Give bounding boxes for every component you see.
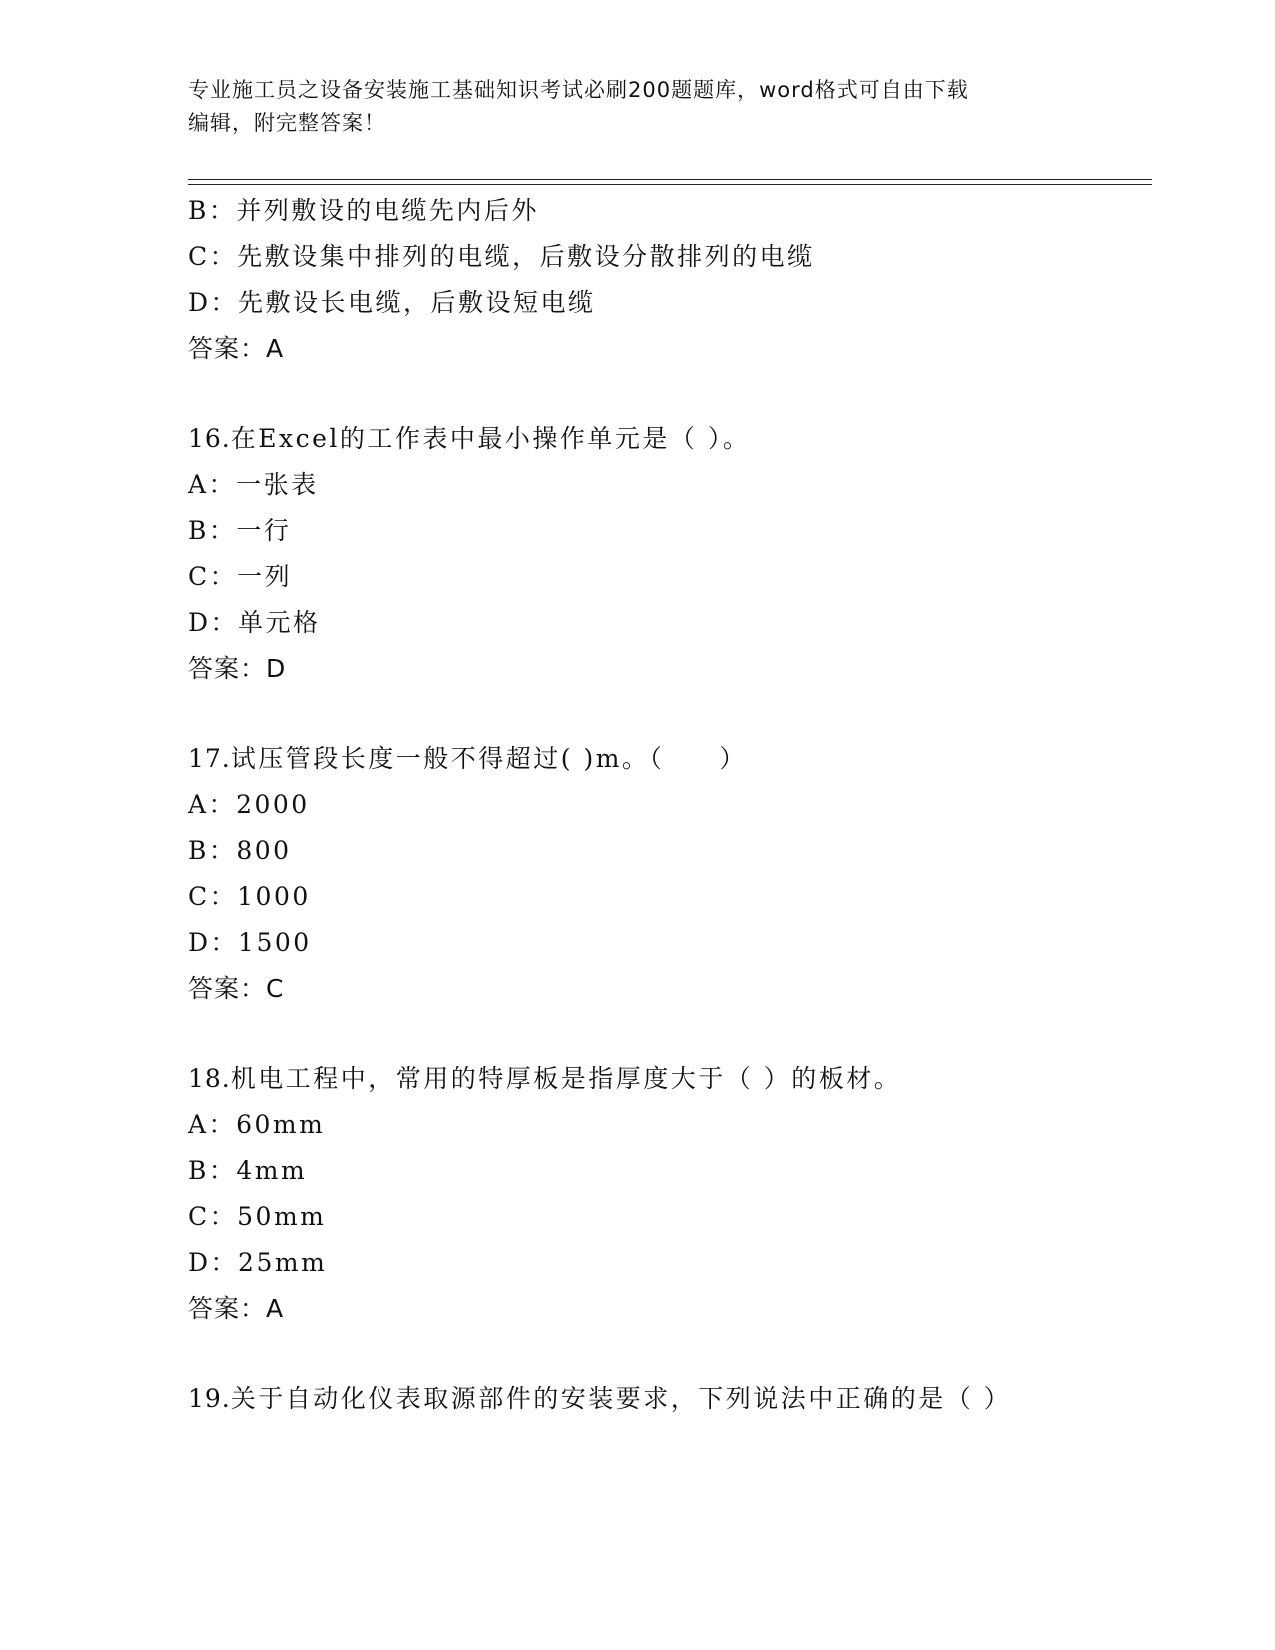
option-a: A：2000 bbox=[188, 790, 310, 819]
option-c: C：1000 bbox=[188, 882, 311, 911]
header-line-2: 编辑，附完整答案！ bbox=[188, 111, 386, 135]
document-header bbox=[188, 74, 1088, 140]
option-c: C：一列 bbox=[188, 562, 293, 591]
option-d: D：先敷设长电缆，后敷设短电缆 bbox=[188, 288, 596, 317]
option-b: B：并列敷设的电缆先内后外 bbox=[188, 196, 539, 225]
question-list bbox=[188, 188, 1148, 1422]
question-stem: 19.关于自动化仪表取源部件的安装要求，下列说法中正确的是（ ） bbox=[188, 1384, 1012, 1413]
question-17 bbox=[188, 736, 1148, 1012]
question-15-continued bbox=[188, 188, 1148, 372]
option-a: A：60mm bbox=[188, 1110, 326, 1139]
header-divider-bottom bbox=[188, 184, 1152, 185]
option-d: D：单元格 bbox=[188, 608, 321, 637]
question-stem: 18.机电工程中，常用的特厚板是指厚度大于（ ）的板材。 bbox=[188, 1064, 902, 1093]
question-19 bbox=[188, 1376, 1148, 1422]
answer-line: 答案：D bbox=[188, 654, 287, 683]
header-divider-top bbox=[188, 179, 1152, 180]
question-stem: 16.在Excel的工作表中最小操作单元是（ ）。 bbox=[188, 424, 751, 453]
option-b: B：一行 bbox=[188, 516, 292, 545]
option-c: C：先敷设集中排列的电缆，后敷设分散排列的电缆 bbox=[188, 242, 815, 271]
header-line-1: 专业施工员之设备安装施工基础知识考试必刷200题题库，word格式可自由下载 bbox=[188, 78, 969, 102]
option-b: B：4mm bbox=[188, 1156, 308, 1185]
option-d: D：1500 bbox=[188, 928, 312, 957]
answer-line: 答案：A bbox=[188, 1294, 285, 1323]
option-a: A：一张表 bbox=[188, 470, 319, 499]
question-stem: 17.试压管段长度一般不得超过( )m。（ ） bbox=[188, 744, 747, 773]
option-b: B：800 bbox=[188, 836, 292, 865]
question-16 bbox=[188, 416, 1148, 692]
answer-line: 答案：C bbox=[188, 974, 285, 1003]
answer-line: 答案：A bbox=[188, 334, 285, 363]
option-d: D：25mm bbox=[188, 1248, 328, 1277]
question-18 bbox=[188, 1056, 1148, 1332]
option-c: C：50mm bbox=[188, 1202, 327, 1231]
